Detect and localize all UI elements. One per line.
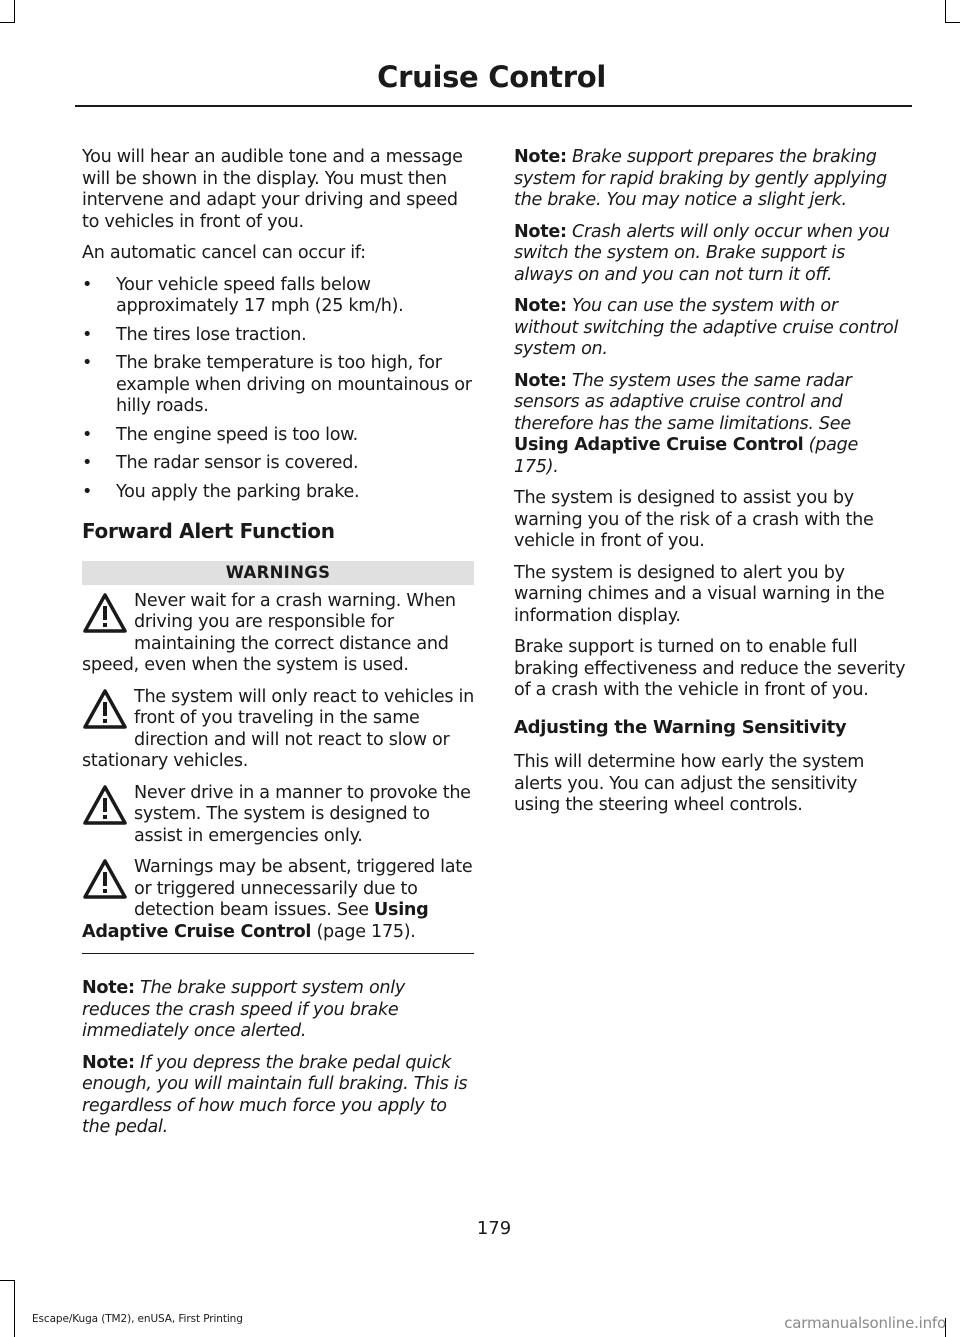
- bullet-glyph: •: [82, 274, 93, 295]
- list-item: • The brake temperature is too high, for example when driving on mountainous or hilly roads.: [82, 353, 472, 416]
- warnings-end-rule: [82, 953, 474, 954]
- paragraph: The system is designed to assist you by warning you of the risk of a crash with the vehicle in front of you.: [514, 488, 874, 551]
- cancel-intro: An automatic cancel can occur if:: [82, 243, 366, 263]
- crop-mark: [945, 0, 946, 22]
- crop-mark: [945, 22, 960, 23]
- bullet-glyph: •: [82, 424, 93, 445]
- section-heading: Forward Alert Function: [82, 519, 335, 543]
- warning-item: The system will only react to vehicles in front of you traveling in the same direction and will not react to slow or stationary vehicles.: [82, 686, 474, 771]
- paragraph: Brake support is turned on to enable full braking effectiveness and reduce the severity of a crash with the vehicle in front of you.: [514, 637, 906, 700]
- crop-mark: [14, 1280, 15, 1337]
- crop-mark: [0, 1280, 15, 1281]
- list-item: • You apply the parking brake.: [82, 481, 360, 502]
- crop-mark: [0, 22, 15, 23]
- bullet-glyph: •: [82, 324, 93, 345]
- warning-triangle-icon: [82, 592, 134, 636]
- warning-item: Never wait for a crash warning. When driving you are responsible for maintaining the correct distance and speed, even when the system is used.: [82, 590, 456, 675]
- note: Note: Brake support prepares the braking system for rapid braking by gently applying the brake. You may notice a slight jerk.: [514, 147, 887, 210]
- paragraph: This will determine how early the system alerts you. You can adjust the sensitivity using the steering wheel controls.: [514, 752, 865, 815]
- list-item: • The engine speed is too low.: [82, 424, 358, 445]
- list-item: • The radar sensor is covered.: [82, 453, 359, 473]
- right-column: [514, 147, 907, 827]
- note: Note: If you depress the brake pedal quick enough, you will maintain full braking. This is regardless of how much force you apply to the pedal.: [82, 1052, 468, 1137]
- bullet-glyph: •: [82, 453, 93, 473]
- page-title: Cruise Control: [377, 60, 606, 94]
- page-number: 179: [476, 1218, 512, 1239]
- list-item: • The tires lose traction.: [82, 324, 307, 345]
- bullet-glyph: •: [82, 481, 93, 502]
- warning-triangle-icon: [82, 784, 134, 828]
- cross-reference-link[interactable]: Using Adaptive Cruise Control: [82, 900, 429, 942]
- warning-item: Never drive in a manner to provoke the system. The system is designed to assist in emergencies only.: [82, 783, 474, 848]
- intro-paragraph: You will hear an audible tone and a message will be shown in the display. You must then intervene and adapt your driving and speed to vehicles in front of you.: [82, 147, 463, 232]
- warning-triangle-icon: [82, 688, 134, 732]
- header-rule: [75, 105, 912, 107]
- note: Note: The system uses the same radar sensors as adaptive cruise control and therefore has the same limitations. See Using Adaptive Cruise Control (page 175).: [514, 370, 858, 477]
- left-column: [82, 147, 474, 1149]
- note: Note: You can use the system with or without switching the adaptive cruise control system on.: [514, 296, 899, 359]
- cross-reference-link[interactable]: Using Adaptive Cruise Control: [514, 435, 804, 455]
- warning-item: Warnings may be absent, triggered late or triggered unnecessarily due to detection beam issues. See Using Adaptive Cruise Control (page 175).: [82, 857, 473, 942]
- edition-footer: Escape/Kuga (TM2), enUSA, First Printing: [32, 1313, 243, 1325]
- cancel-conditions-list: [82, 275, 474, 504]
- crop-mark: [14, 0, 15, 22]
- list-item: • Your vehicle speed falls below approximately 17 mph (25 km/h).: [82, 274, 404, 316]
- paragraph: The system is designed to alert you by warning chimes and a visual warning in the information display.: [514, 562, 885, 626]
- bullet-glyph: •: [82, 353, 93, 373]
- warning-triangle-icon: [82, 858, 134, 902]
- note: Note: Crash alerts will only occur when you switch the system on. Brake support is always on and you can not turn it off.: [514, 221, 890, 285]
- note: Note: The brake support system only reduces the crash speed if you brake immediately once alerted.: [82, 978, 405, 1041]
- subsection-heading: Adjusting the Warning Sensitivity: [514, 716, 847, 738]
- warnings-header: WARNINGS: [82, 561, 474, 585]
- watermark: carmanualsonline.info: [784, 1314, 946, 1332]
